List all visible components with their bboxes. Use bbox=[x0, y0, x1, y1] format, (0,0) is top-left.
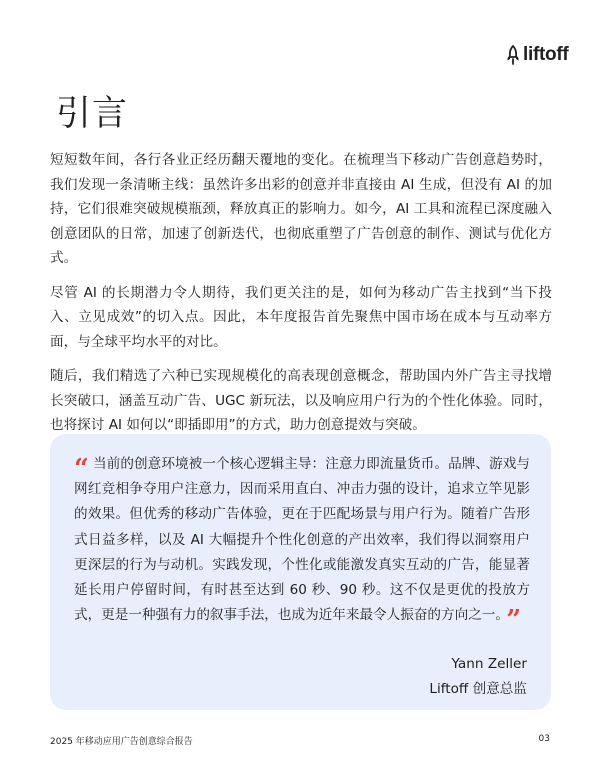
brand-logo bbox=[506, 44, 568, 66]
close-quote-icon: ” bbox=[506, 605, 522, 636]
page-title: 引言 bbox=[56, 94, 129, 134]
quote-author: Yann Zeller bbox=[451, 656, 527, 672]
page-footer bbox=[50, 734, 550, 747]
quote-text-block bbox=[74, 452, 530, 636]
rocket-icon bbox=[506, 45, 520, 65]
intro-body bbox=[50, 148, 552, 448]
quote-author-title: Liftoff 创意总监 bbox=[429, 681, 527, 697]
intro-paragraph-1: 短短数年间，各行各业正经历翻天覆地的变化。在梳理当下移动广告创意趋势时，我们发现一条清晰主线：虽然许多出彩的创意并非直接由 AI 生成，但没有 AI 的加持，它们很难突破规模瓶颈，释放真正的影响力。如今，AI 工具和流程已深度融入创意团队的日常，加速了创新迭代，也彻底重塑了广告创意的制作、测试与优化方式。 bbox=[50, 152, 552, 266]
page-number: 03 bbox=[538, 734, 550, 744]
brand-name: liftoff bbox=[523, 44, 569, 65]
quote-text: 当前的创意环境被一个核心逻辑主导：注意力即流量货币。品牌、游戏与网红竞相争夺用户注意力，因而采用直白、冲击力强的设计，追求立竿见影的效果。但优秀的移动广告体验，更在于匹配场景与用户行为。随着广告形式日益多样，以及 AI 大幅提升个性化创意的产出效率，我们得以洞察用户更深层的行为与动机。实践发现，个性化或能激发真实互动的广告，能显著延长用户停留时间，有时甚至达到 60 秒、90 秒。这不仅是更优的投放方式，更是一种强有力的叙事手法，也成为近年来最令人振奋的方向之一。 bbox=[74, 456, 530, 624]
open-quote-icon: “ bbox=[74, 454, 89, 484]
footer-report-title: 2025 年移动应用广告创意综合报告 bbox=[50, 737, 193, 747]
quote-attribution bbox=[429, 652, 527, 702]
intro-paragraph-3: 随后，我们精选了六种已实现规模化的高表现创意概念，帮助国内外广告主寻找增长突破口，涵盖互动广告、UGC 新玩法，以及响应用户行为的个性化体验。同时，也将探讨 AI 如何以“即插即用”的方式，助力创意提效与突破。 bbox=[50, 368, 552, 433]
pull-quote bbox=[50, 434, 551, 710]
intro-paragraph-2: 尽管 AI 的长期潜力令人期待，我们更关注的是，如何为移动广告主找到“当下投入、立见成效”的切入点。因此，本年度报告首先聚焦中国市场在成本与互动率方面，与全球平均水平的对比。 bbox=[50, 284, 552, 350]
